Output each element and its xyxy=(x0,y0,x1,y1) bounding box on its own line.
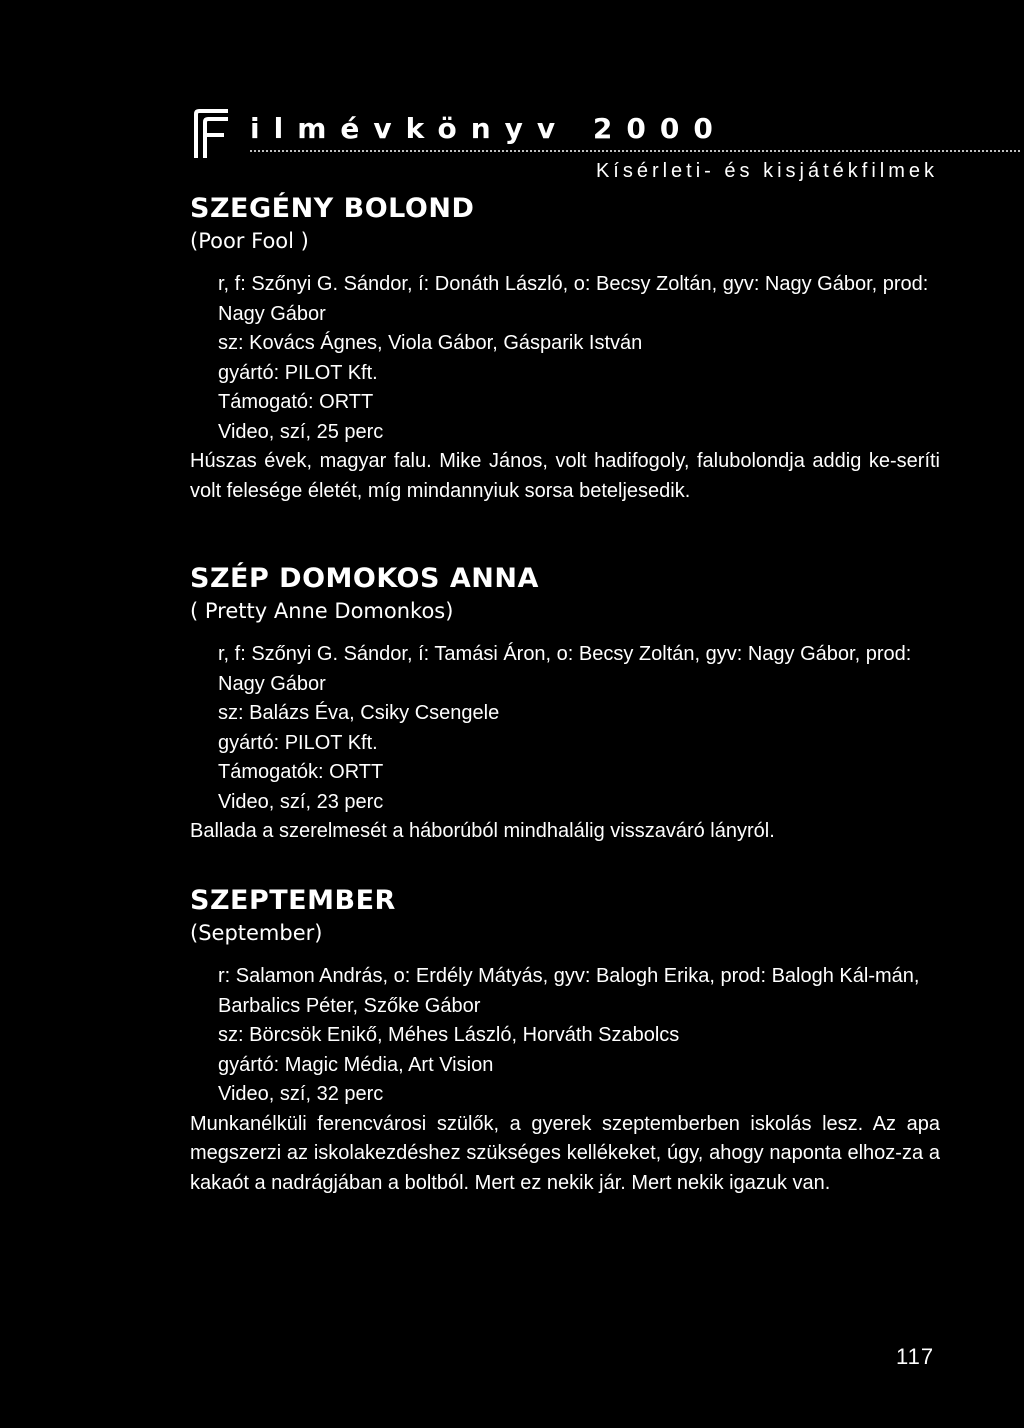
film-format: Video, szí, 32 perc xyxy=(218,1083,384,1105)
film-producer: gyártó: PILOT Kft. xyxy=(218,361,378,384)
film-format: Video, szí, 25 perc xyxy=(218,420,384,443)
film-producer: gyártó: PILOT Kft. xyxy=(218,731,378,754)
film-entry xyxy=(190,192,940,506)
filmevkonyv-logo-icon xyxy=(192,108,234,160)
film-english-title: ( Pretty Anne Domonkos) xyxy=(190,599,454,623)
film-entry xyxy=(190,562,940,847)
page-number: 117 xyxy=(896,1344,935,1369)
film-title: SZEGÉNY BOLOND xyxy=(190,193,475,224)
film-credits: r, f: Szőnyi G. Sándor, í: Tamási Áron, o: Becsy Zoltán, gyv: Nagy Gábor, prod: Nagy Gábor xyxy=(218,643,912,695)
film-format: Video, szí, 23 perc xyxy=(218,790,384,813)
film-credits: r: Salamon András, o: Erdély Mátyás, gyv: Balogh Erika, prod: Balogh Kál-mán, Barbalics Péter, Szőke Gábor xyxy=(218,965,920,1017)
film-support: Támogatók: ORTT xyxy=(218,761,384,783)
film-entry xyxy=(190,884,940,1198)
film-english-title: (September) xyxy=(190,921,323,945)
section-label: Kísérleti- és kisjátékfilmek xyxy=(595,160,938,182)
film-credits: r, f: Szőnyi G. Sándor, í: Donáth László, o: Becsy Zoltán, gyv: Nagy Gábor, prod: Nagy Gábor xyxy=(218,273,929,325)
film-synopsis: Ballada a szerelmesét a háborúból mindhalálig visszaváró lányról. xyxy=(190,820,775,842)
film-cast: sz: Balázs Éva, Csiky Csengele xyxy=(218,702,500,724)
yearbook-title: ilmévkönyv 2000 xyxy=(250,112,727,145)
film-english-title: (Poor Fool ) xyxy=(190,229,309,253)
film-synopsis: Húszas évek, magyar falu. Mike János, volt hadifogoly, falubolondja addig ke-seríti volt felesége életét, míg mindannyiuk sorsa beteljesedik. xyxy=(190,450,940,502)
header-divider xyxy=(250,150,1020,152)
film-cast: sz: Kovács Ágnes, Viola Gábor, Gásparik István xyxy=(218,332,643,354)
film-support: Támogató: ORTT xyxy=(218,391,374,413)
film-title: SZÉP DOMOKOS ANNA xyxy=(190,563,539,594)
film-title: SZEPTEMBER xyxy=(190,885,396,916)
film-synopsis: Munkanélküli ferencvárosi szülők, a gyerek szeptemberben iskolás lesz. Az apa megszerzi az iskolakezdéshez szükséges kellékeket, úgy, ahogy naponta elhoz-za a kakaót a nadrágjában a boltból. Mert ez nekik jár. Mert nekik igazuk van. xyxy=(190,1112,940,1194)
film-producer: gyártó: Magic Média, Art Vision xyxy=(218,1053,494,1076)
film-cast: sz: Börcsök Enikő, Méhes László, Horváth Szabolcs xyxy=(218,1024,680,1046)
